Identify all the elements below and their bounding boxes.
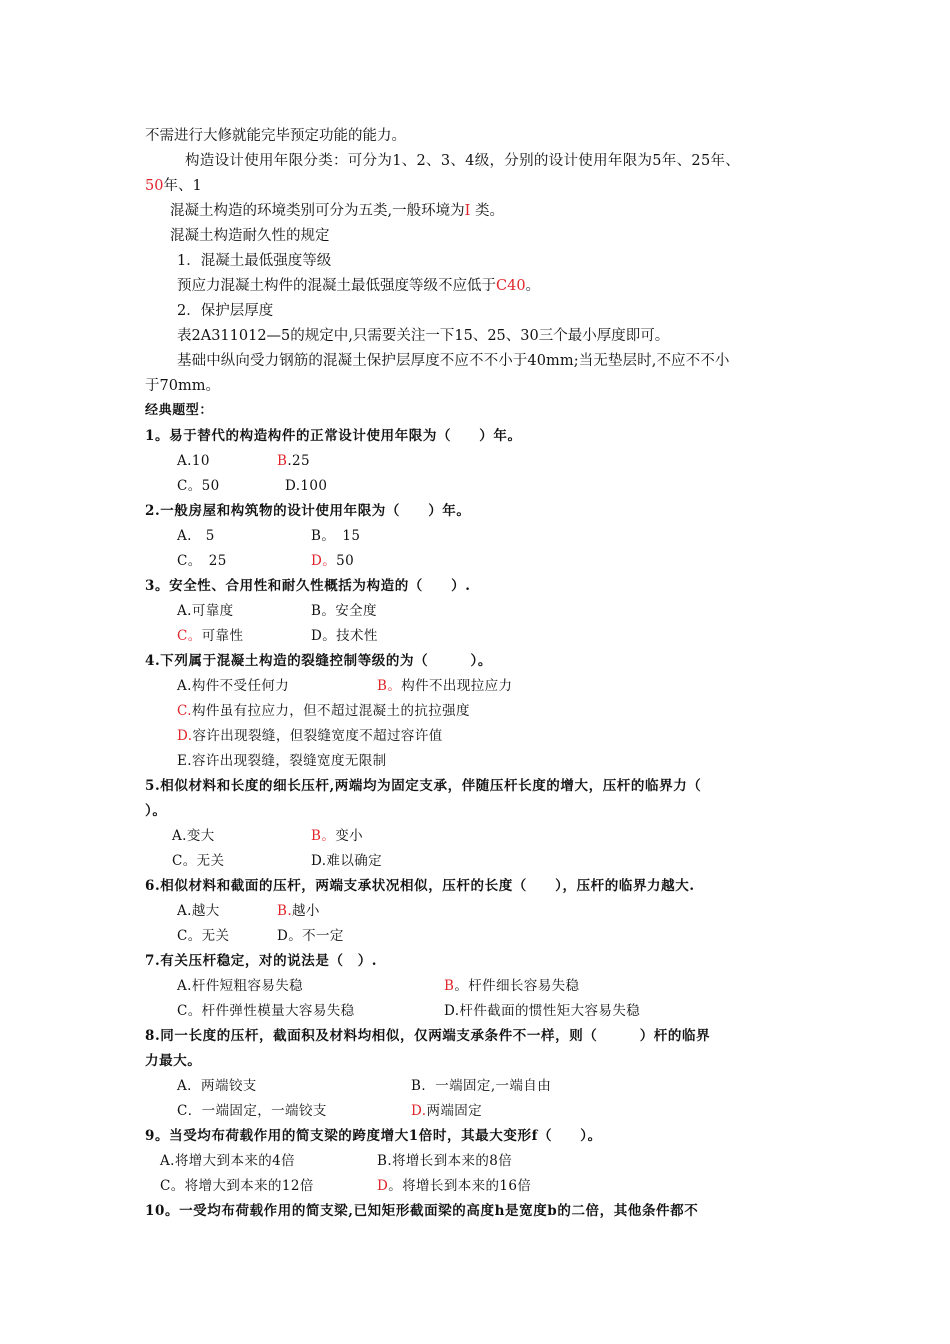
q7-options-row-1	[177, 974, 677, 998]
question-8-line-1: 8.同一长度的压杆，截面积及材料均相似，仅两端支承条件不一样，则（ ）杆的临界	[145, 1028, 711, 1044]
question-10: 10。一受均布荷载作用的简支梁,已知矩形截面梁的高度h是宽度b的二倍，其他条件都不	[145, 1203, 699, 1219]
q8-options-row-1	[177, 1074, 677, 1098]
intro-red-50: 50	[145, 178, 164, 194]
q1-option-b: B.25	[277, 453, 310, 469]
q9-option-b: B.将增长到本来的8倍	[377, 1153, 513, 1169]
q8-option-b: B．一端固定,一端自由	[411, 1078, 552, 1094]
intro-line-11: 于70mm。	[145, 378, 220, 394]
q3-option-b: B。安全度	[311, 603, 377, 619]
q9-option-d: D。将增长到本来的16倍	[377, 1178, 532, 1194]
q1-option-d: D.100	[285, 478, 328, 494]
q7-option-b: B。杆件细长容易失稳	[444, 978, 580, 994]
q9-options-row-1	[160, 1149, 660, 1173]
intro-line-5: 混凝土构造耐久性的规定	[170, 228, 330, 244]
q2-option-d: D。50	[311, 553, 355, 569]
q2-options-row-2	[177, 549, 477, 573]
q9-option-c: C。将增大到本来的12倍	[160, 1178, 314, 1194]
q6-option-b: B.越小	[277, 903, 320, 919]
q5-options-row-1	[172, 824, 472, 848]
question-6: 6.相似材料和截面的压杆，两端支承状况相似，压杆的长度（ ），压杆的临界力越大.	[145, 878, 695, 894]
question-5-line-1: 5.相似材料和长度的细长压杆,两端均为固定支承，伴随压杆长度的增大，压杆的临界力（	[145, 778, 702, 794]
intro-line-3: 50年、1	[145, 178, 202, 194]
intro-red-c40: C40	[496, 278, 526, 294]
q3-option-c: C。可靠性	[177, 628, 244, 644]
intro-line-10: 基础中纵向受力钢筋的混凝土保护层厚度不应不不小于40mm;当无垫层时,不应不不小	[177, 353, 730, 369]
q8-option-c: C．一端固定，一端铰支	[177, 1103, 327, 1119]
question-7: 7.有关压杆稳定，对的说法是（ ）.	[145, 953, 378, 969]
q4-options-row-1	[177, 674, 577, 698]
question-2: 2.一般房屋和构筑物的设计使用年限为（ ）年。	[145, 503, 471, 519]
q8-options-row-2	[177, 1099, 677, 1123]
q5-options-row-2	[172, 849, 472, 873]
intro-red-I: I	[464, 203, 471, 219]
section-title: 经典题型：	[145, 403, 214, 418]
q1-option-c: C。50	[177, 478, 220, 494]
q4-option-e: E.容许出现裂缝，裂缝宽度无限制	[177, 753, 387, 769]
q4-option-d: D.容许出现裂缝，但裂缝宽度不超过容许值	[177, 728, 443, 744]
q7-option-d: D.杆件截面的惯性矩大容易失稳	[444, 1003, 641, 1019]
q3-option-d: D。技术性	[311, 628, 378, 644]
q3-option-a: A.可靠度	[177, 603, 234, 619]
intro-line-6: 1．混凝土最低强度等级	[177, 253, 332, 269]
question-9: 9。当受均布荷载作用的简支梁的跨度增大1倍时，其最大变形f（ ）。	[145, 1128, 602, 1144]
intro-line-7: 预应力混凝土构件的混凝土最低强度等级不应低于C40。	[177, 278, 541, 294]
q4-option-a: A.构件不受任何力	[177, 678, 290, 694]
intro-line-9: 表2A311012—5的规定中,只需要关注一下15、25、30三个最小厚度即可。	[177, 328, 670, 344]
q2-option-b: B。 15	[311, 528, 361, 544]
q9-option-a: A.将增大到本来的4倍	[160, 1153, 296, 1169]
intro-line-4: 混凝土构造的环境类别可分为五类,一般环境为I 类。	[170, 203, 504, 219]
q7-option-a: A.杆件短粗容易失稳	[177, 978, 304, 994]
intro-line-8: 2．保护层厚度	[177, 303, 274, 319]
intro-line-1: 不需进行大修就能完毕预定功能的能力。	[145, 128, 406, 144]
q3-options-row-2	[177, 624, 477, 648]
q4-option-c: C.构件虽有拉应力，但不超过混凝土的抗拉强度	[177, 703, 470, 719]
question-1: 1。易于替代的构造构件的正常设计使用年限为（ ）年。	[145, 428, 522, 444]
q5-option-d: D.难以确定	[311, 853, 383, 869]
q9-options-row-2	[160, 1174, 660, 1198]
q6-options-row-2	[177, 924, 477, 948]
question-5-line-2: ）。	[145, 803, 167, 819]
q1-options-row-1	[177, 449, 477, 473]
q4-option-b: B。构件不出现拉应力	[377, 678, 513, 694]
q5-option-a: A.变大	[172, 828, 215, 844]
q5-option-c: C。无关	[172, 853, 225, 869]
q5-option-b: B。变小	[311, 828, 364, 844]
q6-option-d: D。不一定	[277, 928, 344, 944]
q1-options-row-2	[177, 474, 477, 498]
q3-options-row-1	[177, 599, 477, 623]
question-8-line-2: 力最大。	[145, 1053, 202, 1069]
intro-line-2: 构造设计使用年限分类：可分为1、2、3、4级，分别的设计使用年限为5年、25年、	[185, 153, 741, 169]
q8-option-d: D.两端固定	[411, 1103, 483, 1119]
question-4: 4.下列属于混凝土构造的裂缝控制等级的为（ ）。	[145, 653, 492, 669]
q6-options-row-1	[177, 899, 477, 923]
question-3: 3。安全性、合用性和耐久性概括为构造的（ ）.	[145, 578, 471, 594]
q6-option-a: A.越大	[177, 903, 220, 919]
q6-option-c: C。无关	[177, 928, 230, 944]
q2-option-c: C。 25	[177, 553, 227, 569]
q8-option-a: A．两端铰支	[177, 1078, 257, 1094]
q7-options-row-2	[177, 999, 697, 1023]
q2-option-a: A. 5	[177, 528, 215, 544]
q2-options-row-1	[177, 524, 477, 548]
q1-option-a: A.10	[177, 453, 210, 469]
q7-option-c: C。杆件弹性模量大容易失稳	[177, 1003, 355, 1019]
